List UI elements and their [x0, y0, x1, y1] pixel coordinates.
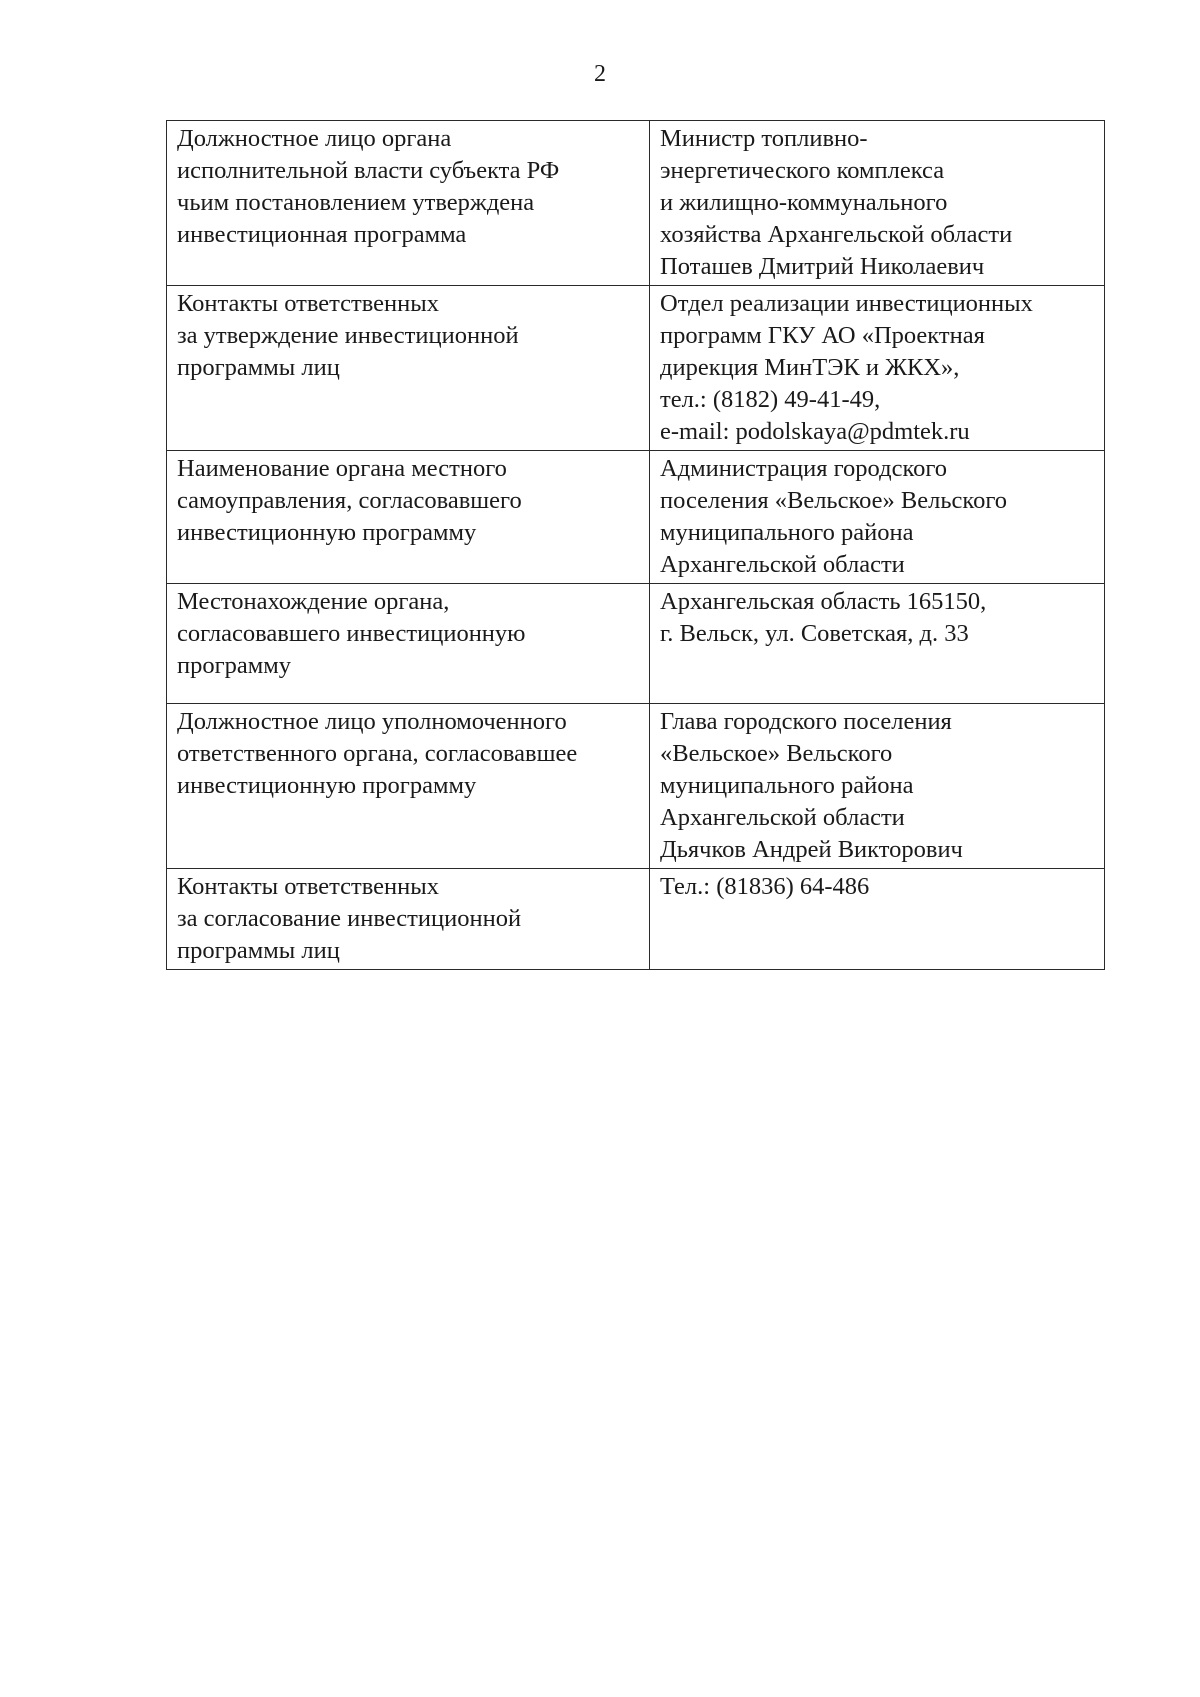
- row-value: Тел.: (81836) 64-486: [650, 869, 1105, 970]
- row-label: Контакты ответственных за согласование инвестиционной программы лиц: [167, 869, 650, 970]
- table-row: [167, 121, 1105, 286]
- table-row: [167, 704, 1105, 869]
- row-label: Должностное лицо уполномоченного ответственного органа, согласовавшее инвестиционную программу: [167, 704, 650, 869]
- row-value: Отдел реализации инвестиционных программ ГКУ АО «Проектная дирекция МинТЭК и ЖКХ», тел.: (8182) 49-41-49, e-mail: podolskaya@pdmtek.ru: [650, 286, 1105, 451]
- page-number: 2: [594, 61, 606, 87]
- investment-program-info-table: [166, 120, 1105, 970]
- table-row: [167, 584, 1105, 704]
- row-value: Министр топливно- энергетического комплекса и жилищно-коммунального хозяйства Архангельской области Поташев Дмитрий Николаевич: [650, 121, 1105, 286]
- row-label: Должностное лицо органа исполнительной власти субъекта РФ чьим постановлением утверждена инвестиционная программа: [167, 121, 650, 286]
- row-label: Наименование органа местного самоуправления, согласовавшего инвестиционную программу: [167, 451, 650, 584]
- table-row: [167, 286, 1105, 451]
- table-row: [167, 451, 1105, 584]
- row-label: Контакты ответственных за утверждение инвестиционной программы лиц: [167, 286, 650, 451]
- table-row: [167, 869, 1105, 970]
- row-value: Архангельская область 165150, г. Вельск, ул. Советская, д. 33: [650, 584, 1105, 704]
- row-value: Глава городского поселения «Вельское» Вельского муниципального района Архангельской области Дьячков Андрей Викторович: [650, 704, 1105, 869]
- row-value: Администрация городского поселения «Вельское» Вельского муниципального района Архангельской области: [650, 451, 1105, 584]
- row-label: Местонахождение органа, согласовавшего инвестиционную программу: [167, 584, 650, 704]
